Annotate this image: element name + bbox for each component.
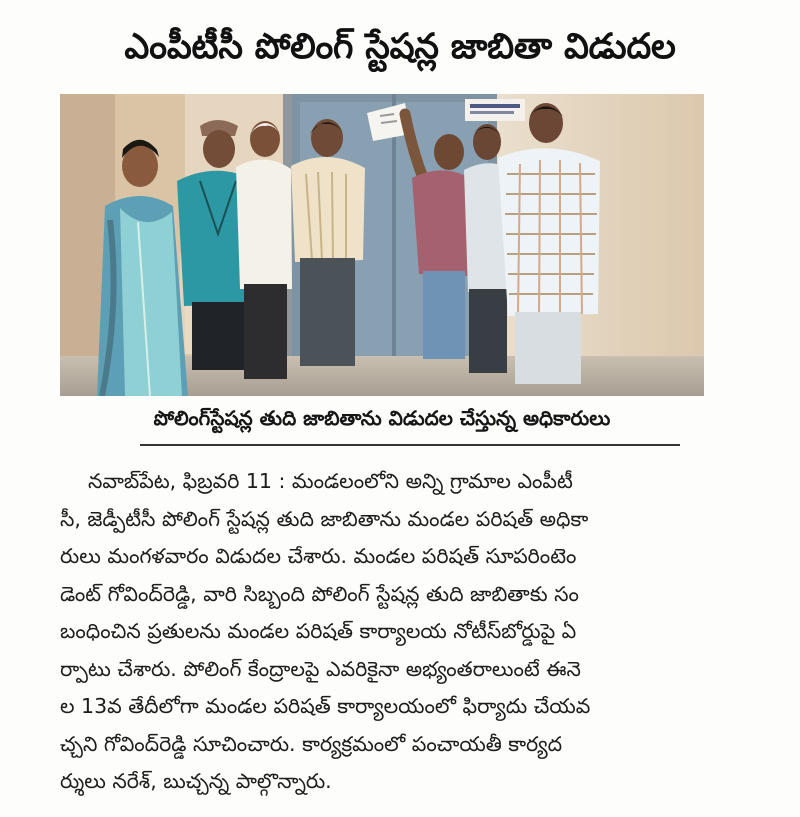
photo-caption: పోలింగ్‌స్టేషన్ల తుది జాబితాను విడుదల చేస్తున్న అధికారులు (153, 406, 611, 430)
headline: ఎంపీటీసీ పోలింగ్ స్టేషన్ల జాబితా విడుదల (124, 27, 676, 67)
article-line: బంధించిన ప్రతులను మండల పరిషత్ కార్యాలయ నోటీస్‌బోర్డుపై ఏ (60, 619, 577, 643)
article-line: ల 13వ తేదీలోగా మండల పరిషత్ కార్యాలయంలో ఫిర్యాదు చేయవ (60, 694, 591, 718)
top-cut-off-text (0, 0, 800, 16)
news-photo-icon (60, 94, 704, 396)
news-photo (60, 94, 704, 396)
article-line: నవాబ్‌పేట, ఫిబ్రవరి 11 : మండలంలోని అన్ని గ్రామాల ఎంపీటీ (88, 469, 573, 493)
bottom-cut-off-text (280, 800, 560, 817)
article-line: సీ, జెడ్పీటీసీ పోలింగ్ స్టేషన్ల తుది జాబితాను మండల పరిషత్ అధికా (60, 506, 589, 531)
article-line: చ్చని గోవింద్‌రెడ్డి సూచించారు. కార్యక్రమంలో పంచాయతీ కార్యద (60, 731, 563, 756)
caption-divider (140, 444, 680, 446)
article-body (60, 463, 706, 801)
article-line: ర్పాటు చేశారు. పోలింగ్ కేంద్రాలపై ఎవరికైనా అభ్యంతరాలుంటే ఈనె (60, 656, 581, 681)
article-line: రులు మంగళవారం విడుదల చేశారు. మండల పరిషత్ సూపరింటెం (60, 544, 577, 568)
article-line: డెంట్ గోవింద్‌రెడ్డి, వారి సిబ్బంది పోలింగ్ స్టేషన్ల తుది జాబితాకు సం (60, 581, 579, 606)
article-line: ర్శులు నరేశ్, బుచ్చన్న పాల్గొన్నారు. (60, 769, 332, 793)
